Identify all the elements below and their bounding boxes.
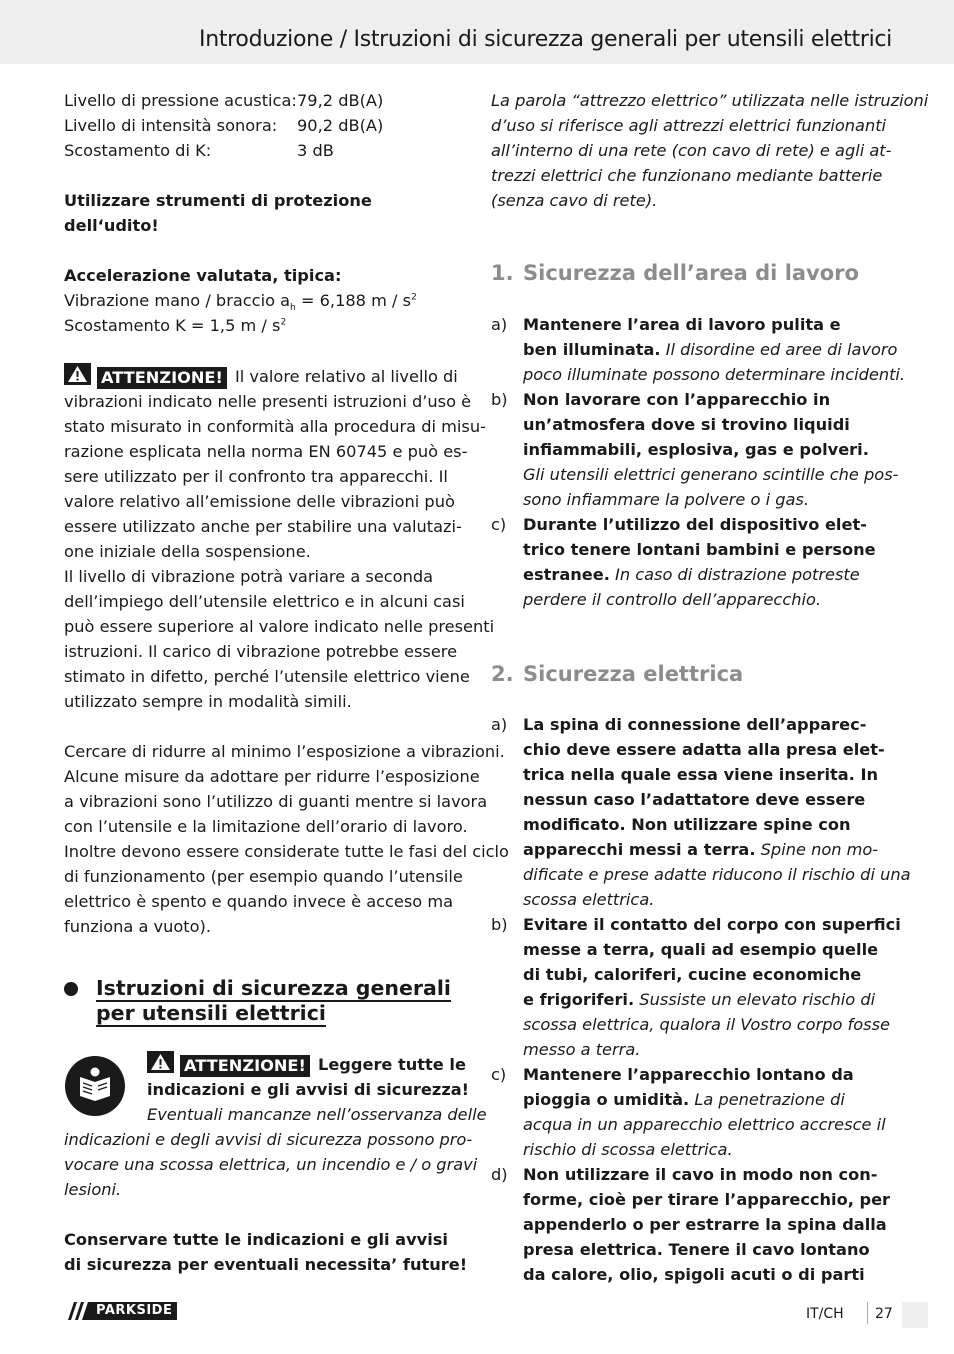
item-bold-text: Durante l’utilizzo del dispositivo elet-	[523, 515, 867, 534]
item-italic-text: scossa elettrica, qualora il Vostro corpo fosse	[523, 1015, 890, 1034]
item-bold-text: trico tenere lontani bambini e persone	[523, 540, 876, 559]
item-italic-text: perdere il controllo dell’apparecchio.	[523, 590, 822, 609]
item-bold-text: modificato. Non utilizzare spine con	[523, 815, 851, 834]
warning-text: razione esplicata nella norma EN 60745 e può es-	[64, 442, 468, 461]
item-bold-text: da calore, olio, spigoli acuti o di parti	[523, 1265, 865, 1284]
spec-row	[64, 113, 466, 138]
vibration-label: Vibrazione mano / braccio a	[64, 291, 291, 310]
item-bold-text: appenderlo o per estrarre la spina dalla	[523, 1215, 887, 1234]
read-instructions-text: Leggere tutte le	[318, 1055, 466, 1074]
warning-text: stimato in difetto, perché l’utensile elettrico viene	[64, 667, 470, 686]
item-italic-text: In caso di distrazione potreste	[615, 565, 860, 584]
item-label: c)	[491, 515, 507, 534]
section-title: Sicurezza elettrica	[523, 662, 744, 686]
item-italic-text: La penetrazione di	[694, 1090, 845, 1109]
read-instructions-note: indicazioni e degli avvisi di sicurezza possono pro-	[64, 1130, 473, 1149]
warning-text: Il valore relativo al livello di	[235, 367, 458, 386]
item-italic-text: messo a terra.	[523, 1040, 641, 1059]
warning-text: dell’impiego dell’utensile elettrico e in alcuni casi	[64, 592, 465, 611]
intro-line: (senza cavo di rete).	[491, 191, 658, 210]
paragraph-line: a vibrazioni sono l’utilizzo di guanti mentre si lavora	[64, 792, 488, 811]
section-heading-electrical-safety	[491, 661, 891, 687]
read-instructions-block	[64, 1051, 487, 1202]
safety-item	[491, 312, 906, 387]
item-italic-text: Il disordine ed aree di lavoro	[665, 340, 898, 359]
item-label: a)	[491, 315, 508, 334]
vibration-superscript: 2	[411, 292, 417, 303]
item-bold-text: trica nella quale essa viene inserita. In	[523, 765, 879, 784]
spec-value: 90,2 dB(A)	[297, 116, 384, 135]
paragraph-line: con l’utensile e la limitazione dell’orario di lavoro.	[64, 817, 468, 836]
section-heading-line: per utensili elettrici	[96, 1001, 326, 1025]
item-bold-text: di tubi, caloriferi, cucine economiche	[523, 965, 862, 984]
safety-item	[491, 387, 899, 512]
item-bold-text: ben illuminata.	[523, 340, 661, 359]
spec-row	[64, 138, 466, 163]
page-title: Introduzione / Istruzioni di sicurezza generali per utensili elettrici	[199, 27, 892, 52]
vibration-number: = 6,188 m / s	[295, 291, 412, 310]
warning-text: one iniziale della sospensione.	[64, 542, 311, 561]
vibration-reduction-paragraph	[64, 739, 509, 939]
item-bold-text: La spina di connessione dell’apparec-	[523, 715, 867, 734]
item-bold-text: Evitare il contatto del corpo con superfici	[523, 915, 901, 934]
read-manual-icon	[64, 1055, 126, 1117]
item-label: d)	[491, 1165, 508, 1184]
section-heading-line: Istruzioni di sicurezza generali	[96, 976, 451, 1000]
paragraph-line: di funzionamento (per esempio quando l’utensile	[64, 867, 463, 886]
read-instructions-note: Eventuali mancanze nell’osservanza delle	[147, 1105, 487, 1124]
item-italic-text: rischio di scossa elettrica.	[523, 1140, 733, 1159]
item-bold-text: Non lavorare con l’apparecchio in	[523, 390, 831, 409]
warning-text: Il livello di vibrazione potrà variare a seconda	[64, 567, 434, 586]
spec-list	[64, 88, 466, 163]
item-bold-text: nessun caso l’adattatore deve essere	[523, 790, 866, 809]
safety-item	[491, 712, 911, 912]
spec-label: Livello di intensità sonora:	[64, 116, 278, 135]
section-number: 2.	[491, 662, 514, 686]
item-bold-text: pioggia o umidità.	[523, 1090, 690, 1109]
brand-name: PARKSIDE	[92, 1302, 177, 1320]
item-label: b)	[491, 915, 508, 934]
hearing-protection-line: Utilizzare strumenti di protezione	[64, 191, 372, 210]
item-italic-text: Spine non mo-	[760, 840, 879, 859]
item-italic-text: acqua in un apparecchio elettrico accresce il	[523, 1115, 886, 1134]
logo-stripes-icon	[64, 1302, 92, 1320]
warning-triangle-icon	[64, 363, 91, 385]
spec-row	[64, 88, 466, 113]
paragraph-line: elettrico è spento e quando invece è acceso ma	[64, 892, 454, 911]
spec-value: 3 dB	[297, 141, 334, 160]
item-bold-text: Mantenere l’apparecchio lontano da	[523, 1065, 854, 1084]
item-bold-text: presa elettrica. Tenere il cavo lontano	[523, 1240, 870, 1259]
page-number: 27	[875, 1306, 893, 1322]
intro-paragraph	[491, 88, 929, 213]
section-heading-work-area	[491, 260, 891, 286]
read-instructions-note: lesioni.	[64, 1180, 122, 1199]
warning-text: valore relativo all’emissione delle vibrazioni può	[64, 492, 455, 511]
footer-divider	[867, 1302, 868, 1324]
safety-item	[491, 1062, 891, 1162]
intro-line: all’interno di una rete (con cavo di rete) e agli at-	[491, 141, 892, 160]
intro-line: La parola “attrezzo elettrico” utilizzata nelle istruzioni	[491, 91, 929, 110]
item-bold-text: Non utilizzare il cavo in modo non con-	[523, 1165, 878, 1184]
safety-item	[491, 1162, 891, 1287]
item-bold-text: e frigoriferi.	[523, 990, 635, 1009]
spec-label: Livello di pressione acustica:	[64, 91, 297, 110]
deviation-superscript: 2	[280, 317, 287, 328]
item-bold-text: infiammabili, esplosiva, gas e polveri.	[523, 440, 869, 459]
footer-language: IT/CH	[806, 1306, 844, 1322]
intro-line: trezzi elettrici che funzionano mediante batterie	[491, 166, 883, 185]
warning-text: essere utilizzato anche per stabilire una valutazi-	[64, 517, 462, 536]
brand-logo	[64, 1302, 177, 1320]
item-bold-text: Mantenere l’area di lavoro pulita e	[523, 315, 841, 334]
section-number: 1.	[491, 261, 514, 285]
vibration-value	[64, 288, 466, 313]
read-instructions-text: indicazioni e gli avvisi di sicurezza!	[147, 1080, 470, 1099]
keep-instructions-line: Conservare tutte le indicazioni e gli avvisi	[64, 1230, 448, 1249]
item-bold-text: chio deve essere adatta alla presa elet-	[523, 740, 885, 759]
item-italic-text: dificate e prese adatte riducono il rischio di una	[523, 865, 911, 884]
spec-value: 79,2 dB(A)	[297, 91, 384, 110]
paragraph-line: Inoltre devono essere considerate tutte le fasi del ciclo	[64, 842, 509, 861]
warning-text: può essere superiore al valore indicato nelle presenti	[64, 617, 495, 636]
item-italic-text: Gli utensili elettrici generano scintille che pos-	[523, 465, 899, 484]
item-label: b)	[491, 390, 508, 409]
right-column	[491, 88, 929, 1287]
attention-badge: ATTENZIONE!	[97, 367, 227, 389]
item-bold-text: messe a terra, quali ad esempio quelle	[523, 940, 879, 959]
item-italic-text: sono infiammare la polvere o i gas.	[523, 490, 810, 509]
item-italic-text: poco illuminate possono determinare incidenti.	[523, 365, 906, 384]
warning-text: sere utilizzato per il confronto tra apparecchi. Il	[64, 467, 448, 486]
warning-text: vibrazioni indicato nelle presenti istruzioni d’uso è	[64, 392, 472, 411]
warning-triangle-icon	[147, 1051, 174, 1073]
vibration-warning	[64, 363, 495, 714]
item-italic-text: scossa elettrica.	[523, 890, 655, 909]
item-label: c)	[491, 1065, 507, 1084]
item-bold-text: un’atmosfera dove si trovino liquidi	[523, 415, 850, 434]
safety-item	[491, 512, 891, 612]
warning-text: istruzioni. Il carico di vibrazione potrebbe essere	[64, 642, 458, 661]
spec-label: Scostamento di K:	[64, 141, 212, 160]
item-label: a)	[491, 715, 508, 734]
keep-instructions-line: di sicurezza per eventuali necessita’ future!	[64, 1255, 468, 1274]
paragraph-line: funziona a vuoto).	[64, 917, 211, 936]
vibration-subscript: h	[290, 303, 296, 314]
footer-tab	[902, 1302, 928, 1328]
section-heading-general-safety	[64, 976, 466, 1026]
read-instructions-note: vocare una scossa elettrica, un incendio e / o gravi	[64, 1155, 478, 1174]
intro-line: d’uso si riferisce agli attrezzi elettrici funzionanti	[491, 116, 887, 135]
item-bold-text: estranee.	[523, 565, 610, 584]
item-italic-text: Sussiste un elevato rischio di	[639, 990, 876, 1009]
warning-text: stato misurato in conformità alla procedura di misu-	[64, 417, 486, 436]
safety-item	[491, 912, 901, 1062]
paragraph-line: Alcune misure da adottare per ridurre l’esposizione	[64, 767, 480, 786]
item-bold-text: apparecchi messi a terra.	[523, 840, 756, 859]
hearing-protection-line: dell‘udito!	[64, 216, 159, 235]
bullet-icon	[64, 982, 78, 996]
section-title: Sicurezza dell’area di lavoro	[523, 261, 859, 285]
acceleration-title: Accelerazione valutata, tipica:	[64, 266, 342, 285]
item-bold-text: forme, cioè per tirare l’apparecchio, per	[523, 1190, 891, 1209]
left-column	[64, 88, 509, 1277]
warning-text: utilizzato sempre in modalità simili.	[64, 692, 352, 711]
attention-badge: ATTENZIONE!	[180, 1055, 310, 1077]
deviation-value	[64, 313, 466, 338]
deviation-label: Scostamento K = 1,5 m / s	[64, 316, 281, 335]
paragraph-line: Cercare di ridurre al minimo l’esposizione a vibrazioni.	[64, 742, 505, 761]
